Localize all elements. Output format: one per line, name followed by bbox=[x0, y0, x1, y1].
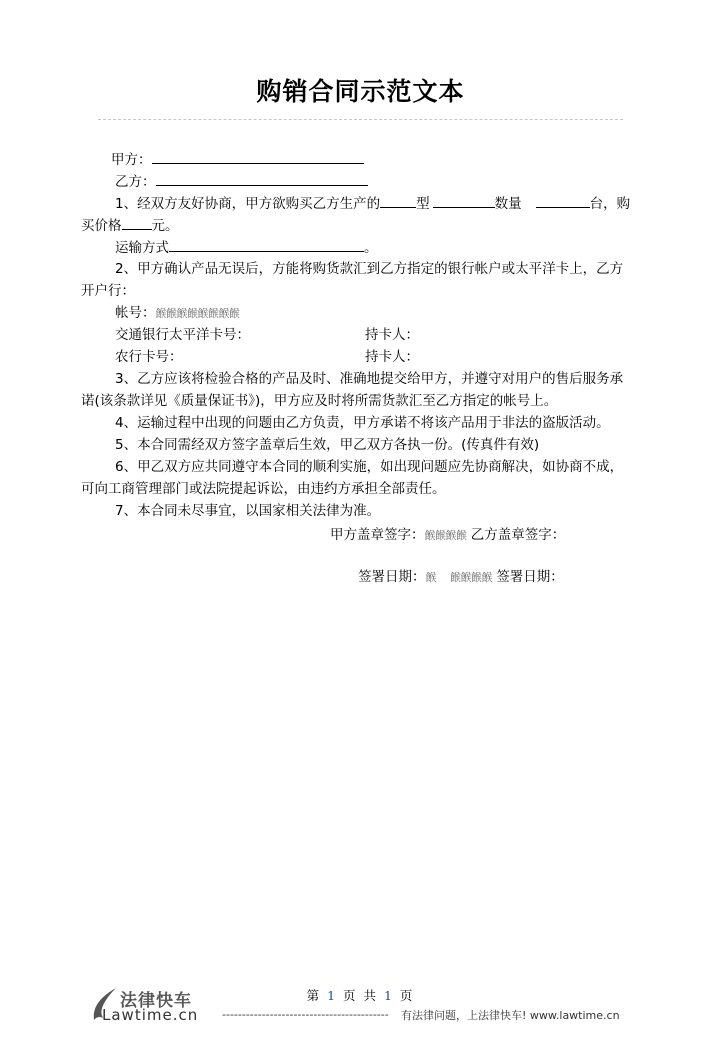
title-divider bbox=[98, 119, 623, 120]
clause-5: 5、本合同需经双方签字盖章后生效，甲乙双方各执一份。(传真件有效) bbox=[115, 437, 540, 453]
clause-2-line-1: 2、甲方确认产品无误后，方能将购货款汇到乙方指定的银行帐户或太平洋卡上，乙方 bbox=[115, 261, 624, 277]
party-b-line bbox=[87, 170, 642, 192]
abc-holder-label: 持卡人： bbox=[365, 349, 419, 365]
clause-7: 7、本合同未尽事宜，以国家相关法律为准。 bbox=[115, 503, 381, 519]
clause-6-line-2: 可向工商管理部门或法院提起诉讼，由违约方承担全部责任。 bbox=[81, 481, 446, 497]
party-b-blank bbox=[156, 170, 368, 186]
date-line bbox=[358, 565, 564, 585]
account-label: 帐号： bbox=[115, 305, 156, 321]
clause-2-line-2: 开户行： bbox=[81, 283, 135, 299]
page-suffix: 页 bbox=[399, 988, 415, 1003]
party-a-date-label: 签署日期： bbox=[358, 569, 426, 585]
footer-slogan: 有法律问题，上法律快车! www.lawtime.cn bbox=[401, 1009, 620, 1022]
transport-label: 运输方式 bbox=[115, 240, 169, 256]
account-value: 餱餱餱餱餱餱餱餱 bbox=[155, 307, 240, 320]
party-a-blank bbox=[152, 148, 364, 164]
price-label: 买价格 bbox=[81, 218, 122, 234]
lawtime-logo bbox=[88, 986, 218, 1024]
bocom-holder-label: 持卡人： bbox=[365, 327, 419, 343]
party-a-line bbox=[87, 148, 642, 170]
abc-card-label: 农行卡号： bbox=[115, 349, 183, 365]
page-prefix: 第 bbox=[306, 988, 322, 1003]
party-a-label: 甲方： bbox=[111, 152, 152, 168]
quantity-blank bbox=[536, 192, 590, 208]
currency-label: 元。 bbox=[151, 218, 179, 234]
clause-6-line-1: 6、甲乙双方应共同遵守本合同的顺利实施，如出现问题应先协商解决，如协商不成， bbox=[115, 459, 624, 475]
transport-blank bbox=[169, 236, 364, 252]
party-b-signature-label: 乙方盖章签字： bbox=[470, 527, 566, 543]
party-a-signature-label: 甲方盖章签字： bbox=[330, 527, 425, 543]
footer-dashes: ------------------------------------------ bbox=[222, 1008, 389, 1021]
abc-card-line bbox=[87, 346, 642, 368]
clause-3-line-2: 诺(该条款详见《质量保证书》)，甲方应及时将所需货款汇至乙方指定的帐号上。 bbox=[81, 393, 558, 409]
model-blank bbox=[380, 192, 416, 208]
model-name-blank bbox=[433, 192, 495, 208]
account-line bbox=[87, 302, 642, 324]
contract-body bbox=[81, 148, 642, 522]
clause-4: 4、运输过程中出现的问题由乙方负责，甲方承诺不将该产品用于非法的盗版活动。 bbox=[115, 415, 610, 431]
clause-1-text: 1、经双方友好协商，甲方欲购买乙方生产的 bbox=[115, 196, 381, 212]
logo-chinese-text: 法律快车 bbox=[120, 991, 192, 1011]
party-b-date-label: 签署日期： bbox=[496, 569, 564, 585]
transport-line bbox=[87, 236, 642, 258]
party-a-date-value-2: 餱餱餱餱 bbox=[450, 571, 492, 584]
page-total: 1 bbox=[383, 988, 394, 1003]
clause-3-line-1: 3、乙方应该将检验合格的产品及时、准确地提交给甲方，并遵守对用户的售后服务承 bbox=[115, 371, 624, 387]
bocom-card-label: 交通银行太平洋卡号： bbox=[115, 327, 250, 343]
party-a-signature-value: 餱餱餱餱 bbox=[424, 529, 467, 542]
bocom-card-line bbox=[87, 324, 642, 346]
page-mid: 页 共 bbox=[343, 988, 378, 1003]
party-b-label: 乙方： bbox=[115, 174, 156, 190]
page-current: 1 bbox=[327, 988, 338, 1003]
clause-1-line-1 bbox=[87, 192, 642, 214]
party-a-date-value-1: 餱 bbox=[425, 571, 436, 584]
logo-english-text: Lawtime.cn bbox=[102, 1006, 199, 1024]
clause-1-line-2 bbox=[81, 214, 642, 236]
signature-line bbox=[330, 523, 565, 543]
model-label: 型 bbox=[416, 196, 430, 212]
document-title: 购销合同示范文本 bbox=[256, 77, 465, 106]
price-blank bbox=[122, 214, 152, 230]
transport-end: 。 bbox=[364, 240, 378, 256]
unit-label: 台，购 bbox=[589, 196, 631, 212]
quantity-label: 数量 bbox=[494, 196, 522, 212]
